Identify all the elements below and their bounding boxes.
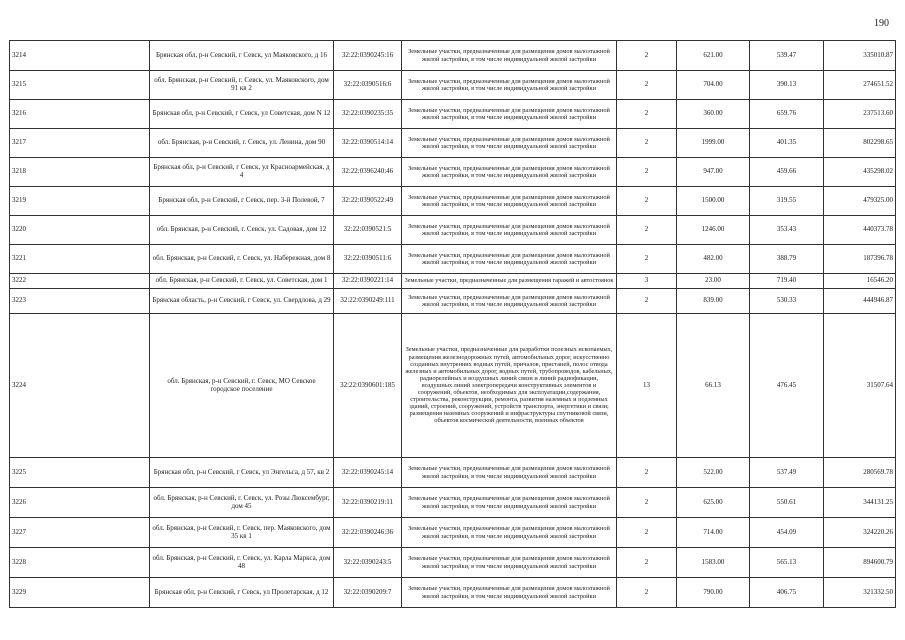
cadastral-value-cell: 479325.00	[824, 187, 896, 216]
land-use-cell: Земельные участки, предназначенные для размещения домов малоэтажной жилой застройки, в том числе индивидуальной жилой застройки	[402, 158, 617, 187]
rate-cell: 388.79	[750, 245, 824, 274]
area-cell: 839.00	[677, 289, 750, 314]
land-use-cell: Земельные участки, предназначенные для размещения домов малоэтажной жилой застройки, в том числе индивидуальной жилой застройки	[402, 488, 617, 518]
cadastral-value-cell: 16546.20	[824, 274, 896, 289]
address-cell: обл. Брянская, р-н Севский, г. Севск, ул. Набережная, дом 8	[150, 245, 334, 274]
address-cell: Брянская обл, р-н Севский, г Севск, ул Советская, дом N 12	[150, 100, 334, 129]
table-row	[10, 314, 896, 458]
address-cell: обл. Брянская, р-н Севский, г. Севск, ул. Карла Маркса, дом 48	[150, 548, 334, 578]
address-cell: обл. Брянская, р-н Севский, г. Севск, ул. Маяковского, дом 91 кв 2	[150, 71, 334, 100]
cadastral-value-cell: 31507.64	[824, 314, 896, 458]
cadastral-number-cell: 32:22:0390521:5	[334, 216, 402, 245]
table-row	[10, 518, 896, 548]
address-cell: обл. Брянская, р-н Севский, г. Севск, ул. Садовая, дом 12	[150, 216, 334, 245]
area-cell: 1999.00	[677, 129, 750, 158]
table-row	[10, 578, 896, 608]
land-use-cell: Земельные участки, предназначенные для размещения домов малоэтажной жилой застройки, в том числе индивидуальной жилой застройки	[402, 245, 617, 274]
cadastral-number-cell: 32:22:0390209:7	[334, 578, 402, 608]
area-cell: 23.00	[677, 274, 750, 289]
cadastral-number-cell: 32:22:0390601:185	[334, 314, 402, 458]
area-cell: 947.00	[677, 158, 750, 187]
area-cell: 1500.00	[677, 187, 750, 216]
cadastral-number-cell: 32:22:0390516:6	[334, 71, 402, 100]
table-row	[10, 158, 896, 187]
land-use-cell: Земельные участки, предназначенные для размещения гаражей и автостоянок	[402, 274, 617, 289]
table-row	[10, 289, 896, 314]
address-cell: обл. Брянская, р-н Севский, г. Севск, ул. Ленина, дом 90	[150, 129, 334, 158]
land-use-cell: Земельные участки, предназначенные для размещения домов малоэтажной жилой застройки, в том числе индивидуальной жилой застройки	[402, 578, 617, 608]
table-row	[10, 245, 896, 274]
category-cell: 2	[617, 129, 677, 158]
table-row	[10, 458, 896, 488]
row-number-cell: 3216	[10, 100, 150, 129]
rate-cell: 719.40	[750, 274, 824, 289]
land-use-cell: Земельные участки, предназначенные для размещения домов малоэтажной жилой застройки, в том числе индивидуальной жилой застройки	[402, 548, 617, 578]
address-cell: обл. Брянская, р-н Севский, г. Севск, ул. Советская, дом 1	[150, 274, 334, 289]
cadastral-number-cell: 32:22:0390245:16	[334, 41, 402, 71]
cadastral-number-cell: 32:22:0390221:14	[334, 274, 402, 289]
table-body	[10, 41, 896, 608]
rate-cell: 550.61	[750, 488, 824, 518]
category-cell: 2	[617, 518, 677, 548]
area-cell: 790.00	[677, 578, 750, 608]
table-row	[10, 129, 896, 158]
address-cell: обл. Брянская, р-н Севский, г. Севск, МО Севское городское поселение	[150, 314, 334, 458]
row-number-cell: 3214	[10, 41, 150, 71]
rate-cell: 565.13	[750, 548, 824, 578]
address-cell: Брянская обл, р-н Севский, г Севск, пер. 3-й Полевой, 7	[150, 187, 334, 216]
table-row	[10, 488, 896, 518]
land-use-cell: Земельные участки, предназначенные для размещения домов малоэтажной жилой застройки, в том числе индивидуальной жилой застройки	[402, 216, 617, 245]
rate-cell: 459.66	[750, 158, 824, 187]
area-cell: 66.13	[677, 314, 750, 458]
row-number-cell: 3221	[10, 245, 150, 274]
rate-cell: 319.55	[750, 187, 824, 216]
category-cell: 2	[617, 548, 677, 578]
area-cell: 522.00	[677, 458, 750, 488]
cadastral-number-cell: 32:22:0390514:14	[334, 129, 402, 158]
address-cell: Брянская обл, р-н Севский, г Севск, ул Пролетарская, д 12	[150, 578, 334, 608]
cadastral-value-cell: 444946.87	[824, 289, 896, 314]
rate-cell: 530.33	[750, 289, 824, 314]
table-row	[10, 187, 896, 216]
area-cell: 704.00	[677, 71, 750, 100]
cadastral-number-cell: 32:22:0390522:49	[334, 187, 402, 216]
category-cell: 2	[617, 41, 677, 71]
land-use-cell: Земельные участки, предназначенные для размещения домов малоэтажной жилой застройки, в том числе индивидуальной жилой застройки	[402, 289, 617, 314]
rate-cell: 353.43	[750, 216, 824, 245]
rate-cell: 659.76	[750, 100, 824, 129]
cadastral-number-cell: 32:22:0390246:36	[334, 518, 402, 548]
cadastral-value-table	[9, 40, 896, 608]
rate-cell: 537.49	[750, 458, 824, 488]
rate-cell: 476.45	[750, 314, 824, 458]
cadastral-number-cell: 32:22:0390219:11	[334, 488, 402, 518]
rate-cell: 401.35	[750, 129, 824, 158]
row-number-cell: 3215	[10, 71, 150, 100]
land-use-cell: Земельные участки, предназначенные для размещения домов малоэтажной жилой застройки, в том числе индивидуальной жилой застройки	[402, 187, 617, 216]
table-row	[10, 274, 896, 289]
cadastral-number-cell: 32:22:0396240:46	[334, 158, 402, 187]
cadastral-value-cell: 335010.87	[824, 41, 896, 71]
area-cell: 482.00	[677, 245, 750, 274]
row-number-cell: 3220	[10, 216, 150, 245]
cadastral-value-cell: 344131.25	[824, 488, 896, 518]
cadastral-value-cell: 187396.78	[824, 245, 896, 274]
cadastral-number-cell: 32:22:0390235:35	[334, 100, 402, 129]
category-cell: 2	[617, 578, 677, 608]
cadastral-value-cell: 237513.60	[824, 100, 896, 129]
category-cell: 2	[617, 245, 677, 274]
category-cell: 13	[617, 314, 677, 458]
address-cell: Брянская обл, р-н Севский, г Севск, ул Маяковского, д 16	[150, 41, 334, 71]
category-cell: 2	[617, 289, 677, 314]
address-cell: Брянская обл, р-н Севский, г Севск, ул Красноармейская, д 4	[150, 158, 334, 187]
cadastral-number-cell: 32:22:0390243:5	[334, 548, 402, 578]
cadastral-value-cell: 894600.79	[824, 548, 896, 578]
cadastral-value-cell: 274651.52	[824, 71, 896, 100]
land-use-cell: Земельные участки, предназначенные для размещения домов малоэтажной жилой застройки, в том числе индивидуальной жилой застройки	[402, 41, 617, 71]
row-number-cell: 3218	[10, 158, 150, 187]
land-use-cell: Земельные участки, предназначенные для размещения домов малоэтажной жилой застройки, в том числе индивидуальной жилой застройки	[402, 458, 617, 488]
rate-cell: 539.47	[750, 41, 824, 71]
cadastral-value-cell: 321332.50	[824, 578, 896, 608]
row-number-cell: 3227	[10, 518, 150, 548]
area-cell: 621.00	[677, 41, 750, 71]
category-cell: 2	[617, 216, 677, 245]
area-cell: 360.00	[677, 100, 750, 129]
category-cell: 2	[617, 488, 677, 518]
table-row	[10, 100, 896, 129]
address-cell: обл. Брянская, р-н Севский, г. Севск, ул. Розы Люксембург, дом 45	[150, 488, 334, 518]
cadastral-value-cell: 440373.78	[824, 216, 896, 245]
land-use-cell: Земельные участки, предназначенные для размещения домов малоэтажной жилой застройки, в том числе индивидуальной жилой застройки	[402, 129, 617, 158]
rate-cell: 454.09	[750, 518, 824, 548]
row-number-cell: 3223	[10, 289, 150, 314]
row-number-cell: 3222	[10, 274, 150, 289]
rate-cell: 406.75	[750, 578, 824, 608]
category-cell: 2	[617, 458, 677, 488]
row-number-cell: 3224	[10, 314, 150, 458]
cadastral-number-cell: 32:22:0390511:6	[334, 245, 402, 274]
cadastral-value-cell: 802298.65	[824, 129, 896, 158]
row-number-cell: 3219	[10, 187, 150, 216]
table-row	[10, 216, 896, 245]
row-number-cell: 3228	[10, 548, 150, 578]
row-number-cell: 3226	[10, 488, 150, 518]
cadastral-value-cell: 324220.26	[824, 518, 896, 548]
land-use-cell: Земельные участки, предназначенные для размещения домов малоэтажной жилой застройки, в том числе индивидуальной жилой застройки	[402, 100, 617, 129]
address-cell: Брянская обл, р-н Севский, г Севск, ул Энгельса, д 57, кв 2	[150, 458, 334, 488]
category-cell: 2	[617, 100, 677, 129]
cadastral-value-cell: 435298.02	[824, 158, 896, 187]
land-use-cell: Земельные участки, предназначенные для размещения домов малоэтажной жилой застройки, в том числе индивидуальной жилой застройки	[402, 71, 617, 100]
row-number-cell: 3225	[10, 458, 150, 488]
row-number-cell: 3217	[10, 129, 150, 158]
category-cell: 2	[617, 187, 677, 216]
page-number: 190	[874, 18, 889, 29]
area-cell: 714.00	[677, 518, 750, 548]
table-row	[10, 548, 896, 578]
land-use-cell: Земельные участки, предназначенные для разработки полезных ископаемых, размещения железнодорожных путей, автомобильных дорог, искусственно созданных внутренних водных путей, причалов, пристаней, полос отвода железных и автомобильных дорог, водных путей, трубопроводов, кабельных, радиорелейных и воздушных линий связи и линий радиофикации, воздушных линий электропередачи конструктивных элементов и сооружений, объектов, необходимых для эксплуатации,содержания, строительства, реконструкции, ремонта, развития наземных и подземных зданий, строений, сооружений, устройств транспорта, энергетики и связи; размещения наземных сооружений и инфраструктуры спутниковой связи, объектов космической деятельности, военных объектов	[402, 314, 617, 458]
cadastral-number-cell: 32:22:0390245:14	[334, 458, 402, 488]
cadastral-value-cell: 280569.78	[824, 458, 896, 488]
area-cell: 1583.00	[677, 548, 750, 578]
area-cell: 625.00	[677, 488, 750, 518]
cadastral-number-cell: 32:22:0390249:111	[334, 289, 402, 314]
land-use-cell: Земельные участки, предназначенные для размещения домов малоэтажной жилой застройки, в том числе индивидуальной жилой застройки	[402, 518, 617, 548]
row-number-cell: 3229	[10, 578, 150, 608]
address-cell: обл. Брянская, р-н Севский, г. Севск, пер. Маяковского, дом 35 кв 1	[150, 518, 334, 548]
table-row	[10, 71, 896, 100]
category-cell: 2	[617, 158, 677, 187]
category-cell: 2	[617, 71, 677, 100]
area-cell: 1246.00	[677, 216, 750, 245]
table-row	[10, 41, 896, 71]
address-cell: Брянская область, р-н Севский, г Севск, ул. Свердлова, д 29	[150, 289, 334, 314]
category-cell: 3	[617, 274, 677, 289]
rate-cell: 390.13	[750, 71, 824, 100]
